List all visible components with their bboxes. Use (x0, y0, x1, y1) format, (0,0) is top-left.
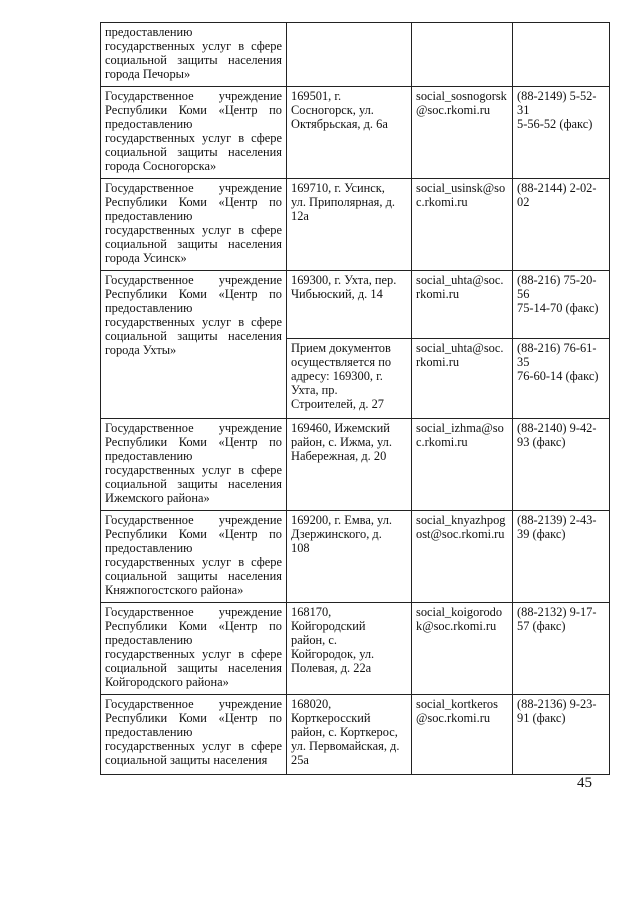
email-line: social_usinsk@so (416, 181, 506, 195)
table-row (101, 511, 610, 603)
email-cell (412, 603, 513, 695)
email-line: c.rkomi.ru (416, 435, 468, 449)
address-line: Октябрьская, д. 6а (291, 117, 388, 131)
email-line: social_koigorodo (416, 605, 503, 619)
address-line: Сосногорск, ул. (291, 103, 374, 117)
address-line: 108 (291, 541, 310, 555)
organization-line: города Усинск» (105, 251, 187, 265)
organization-line: социальной защиты населения (105, 477, 282, 491)
organization-line: предоставлению (105, 449, 193, 463)
address-line: район, с. (291, 633, 337, 647)
email-cell (412, 511, 513, 603)
organization-cell (101, 179, 287, 271)
organization-line: предоставлению (105, 117, 193, 131)
organization-line: Государственное учреждение (105, 697, 282, 711)
email-line: social_izhma@so (416, 421, 504, 435)
organization-line: Княжпогостского района» (105, 583, 244, 597)
organization-cell (101, 419, 287, 511)
table-row (101, 419, 610, 511)
phone-line: 91 (факс) (517, 711, 566, 725)
organization-line: города Печоры» (105, 67, 191, 81)
organization-line: города Ухты» (105, 343, 177, 357)
email-line: c.rkomi.ru (416, 195, 468, 209)
address-line: 169710, г. Усинск, (291, 181, 385, 195)
phone-cell (513, 511, 610, 603)
phone-line: 02 (517, 195, 530, 209)
organization-line: предоставлению (105, 725, 193, 739)
phone-line: 75-14-70 (факс) (517, 301, 599, 315)
phone-line: (88-2132) 9-17- (517, 605, 597, 619)
email-line: ost@soc.rkomi.ru (416, 527, 505, 541)
contacts-table (100, 22, 610, 775)
address-line: 12а (291, 209, 309, 223)
address-line: Прием документов (291, 341, 391, 355)
organization-line: Республики Коми «Центр по (105, 195, 282, 209)
organization-line: государственных услуг в сфере (105, 315, 282, 329)
organization-line: социальной защиты населения (105, 661, 282, 675)
phone-line: (88-2140) 9-42- (517, 421, 597, 435)
organization-line: Койгородского района» (105, 675, 229, 689)
address-cell (287, 23, 412, 87)
address-line: 169300, г. Ухта, пер. (291, 273, 397, 287)
address-line: Койгородок, ул. (291, 647, 375, 661)
phone-line: 57 (факс) (517, 619, 566, 633)
organization-line: Республики Коми «Центр по (105, 527, 282, 541)
phone-line: (88-2139) 2-43- (517, 513, 597, 527)
address-line: Полевая, д. 22а (291, 661, 372, 675)
organization-line: социальной защиты населения (105, 237, 282, 251)
organization-line: предоставлению (105, 633, 193, 647)
organization-line: Республики Коми «Центр по (105, 435, 282, 449)
address-cell (287, 419, 412, 511)
organization-line: государственных услуг в сфере (105, 223, 282, 237)
phone-cell (513, 87, 610, 179)
address-line: Койгородский (291, 619, 366, 633)
email-cell (412, 87, 513, 179)
email-line: k@soc.rkomi.ru (416, 619, 497, 633)
email-line: social_kortkeros (416, 697, 498, 711)
organization-cell (101, 695, 287, 775)
address-cell (287, 271, 412, 339)
organization-line: Государственное учреждение (105, 421, 282, 435)
address-cell (287, 339, 412, 419)
organization-line: Государственное учреждение (105, 273, 282, 287)
organization-cell (101, 87, 287, 179)
organization-line: социальной защиты населения (105, 145, 282, 159)
email-line: rkomi.ru (416, 355, 460, 369)
address-line: Ухта, пр. (291, 383, 338, 397)
address-line: 25а (291, 753, 309, 767)
phone-cell (513, 419, 610, 511)
phone-line: 35 (517, 355, 530, 369)
phone-line: (88-2144) 2-02- (517, 181, 597, 195)
phone-cell (513, 339, 610, 419)
phone-line: 76-60-14 (факс) (517, 369, 599, 383)
phone-cell (513, 271, 610, 339)
address-line: район, с. Корткерос, (291, 725, 398, 739)
organization-line: государственных услуг в сфере (105, 39, 282, 53)
address-line: 168170, (291, 605, 332, 619)
phone-cell (513, 695, 610, 775)
address-cell (287, 603, 412, 695)
phone-cell (513, 179, 610, 271)
phone-line: (88-2149) 5-52- (517, 89, 597, 103)
organization-line: Республики Коми «Центр по (105, 103, 282, 117)
email-cell (412, 339, 513, 419)
email-cell (412, 419, 513, 511)
email-cell (412, 271, 513, 339)
organization-cell (101, 271, 287, 419)
address-cell (287, 87, 412, 179)
phone-cell (513, 23, 610, 87)
address-line: район, с. Ижма, ул. (291, 435, 392, 449)
organization-line: Государственное учреждение (105, 513, 282, 527)
email-line: social_sosnogorsk (416, 89, 507, 103)
email-line: rkomi.ru (416, 287, 460, 301)
address-line: Корткеросский (291, 711, 371, 725)
organization-line: Государственное учреждение (105, 181, 282, 195)
phone-line: (88-216) 75-20- (517, 273, 597, 287)
phone-line: 56 (517, 287, 530, 301)
organization-line: государственных услуг в сфере (105, 463, 282, 477)
address-line: адресу: 169300, г. (291, 369, 383, 383)
organization-line: Республики Коми «Центр по (105, 287, 282, 301)
address-cell (287, 511, 412, 603)
address-line: 169501, г. (291, 89, 342, 103)
address-line: ул. Первомайская, д. (291, 739, 400, 753)
organization-line: Ижемского района» (105, 491, 210, 505)
organization-line: социальной защиты населения (105, 53, 282, 67)
email-cell (412, 179, 513, 271)
table-row (101, 87, 610, 179)
email-line: @soc.rkomi.ru (416, 103, 491, 117)
organization-line: социальной защиты населения (105, 569, 282, 583)
table-row (101, 695, 610, 775)
organization-line: Республики Коми «Центр по (105, 711, 282, 725)
organization-line: предоставлению (105, 541, 193, 555)
email-cell (412, 695, 513, 775)
contacts-table-body (101, 23, 610, 775)
table-row (101, 271, 610, 339)
organization-line: Республики Коми «Центр по (105, 619, 282, 633)
phone-line: (88-2136) 9-23- (517, 697, 597, 711)
table-row (101, 23, 610, 87)
organization-line: государственных услуг в сфере (105, 739, 282, 753)
address-cell (287, 179, 412, 271)
address-line: 169200, г. Емва, ул. (291, 513, 392, 527)
organization-line: Государственное учреждение (105, 89, 282, 103)
phone-cell (513, 603, 610, 695)
organization-line: предоставлению (105, 25, 193, 39)
email-cell (412, 23, 513, 87)
organization-line: Государственное учреждение (105, 605, 282, 619)
address-line: ул. Приполярная, д. (291, 195, 395, 209)
address-line: 169460, Ижемский (291, 421, 390, 435)
organization-line: государственных услуг в сфере (105, 647, 282, 661)
table-row (101, 603, 610, 695)
address-line: Чибьюский, д. 14 (291, 287, 383, 301)
organization-line: государственных услуг в сфере (105, 555, 282, 569)
email-line: social_knyazhpog (416, 513, 506, 527)
address-line: осуществляется по (291, 355, 392, 369)
page-number: 45 (577, 775, 592, 791)
phone-line: 5-56-52 (факс) (517, 117, 593, 131)
email-line: social_uhta@soc. (416, 273, 504, 287)
address-line: Дзержинского, д. (291, 527, 382, 541)
phone-line: (88-216) 76-61- (517, 341, 597, 355)
address-line: Набережная, д. 20 (291, 449, 387, 463)
organization-cell (101, 603, 287, 695)
organization-line: предоставлению (105, 301, 193, 315)
organization-line: социальной защиты населения (105, 753, 268, 767)
phone-line: 93 (факс) (517, 435, 566, 449)
address-line: Строителей, д. 27 (291, 397, 385, 411)
email-line: @soc.rkomi.ru (416, 711, 491, 725)
organization-line: города Сосногорска» (105, 159, 217, 173)
phone-line: 31 (517, 103, 530, 117)
organization-line: социальной защиты населения (105, 329, 282, 343)
address-cell (287, 695, 412, 775)
email-line: social_uhta@soc. (416, 341, 504, 355)
organization-cell (101, 511, 287, 603)
table-row (101, 179, 610, 271)
organization-line: предоставлению (105, 209, 193, 223)
address-line: 168020, (291, 697, 332, 711)
phone-line: 39 (факс) (517, 527, 566, 541)
organization-line: государственных услуг в сфере (105, 131, 282, 145)
organization-cell (101, 23, 287, 87)
